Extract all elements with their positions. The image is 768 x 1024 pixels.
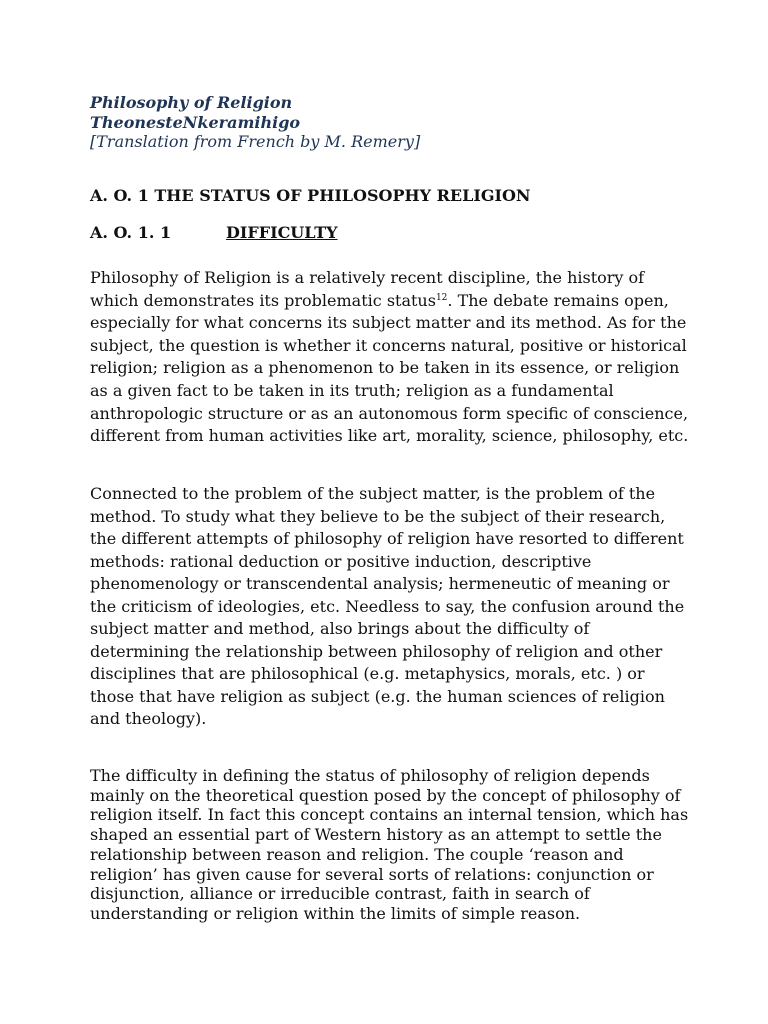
- footnote-marker[interactable]: 12: [435, 292, 448, 303]
- translation-note: [Translation from French by M. Remery]: [90, 132, 421, 151]
- paragraph-1-text-start: Philosophy of Religion is a relatively recent discipline, the history of which demonstrates its problematic status: [90, 268, 645, 310]
- body-paragraph-1: [90, 267, 690, 448]
- paragraph-1-text-end: . The debate remains open, especially for what concerns its subject matter and its method. As for the subject, the question is whether it concerns natural, positive or historical religion; religion as a phenomenon to be taken in its essence, or religion as a given fact to be taken in its truth; religion as a fundamental anthropologic structure or as an autonomous form specific of conscience, different from human activities like art, morality, science, philosophy, etc.: [90, 290, 689, 446]
- body-paragraph-2: Connected to the problem of the subject matter, is the problem of the method. To study what they believe to be the subject of their research, the different attempts of philosophy of religion have resorted to different methods: rational deduction or positive induction, descriptive phenomenology or transcendental analysis; hermeneutic of meaning or the criticism of ideologies, etc. Needless to say, the confusion around the subject matter and method, also brings about the difficulty of determining the relationship between philosophy of religion and other disciplines that are philosophical (e.g. metaphysics, morals, etc. ) or those that have religion as subject (e.g. the human sciences of religion and theology).: [90, 484, 685, 728]
- section-heading: A. O. 1 THE STATUS OF PHILOSOPHY RELIGION: [90, 186, 531, 205]
- document-author: TheonesteNkeramihigo: [90, 112, 301, 132]
- body-paragraph-3: The difficulty in defining the status of philosophy of religion depends mainly on the theoretical question posed by the concept of philosophy of religion itself. In fact this concept contains an internal tension, which has shaped an essential part of Western history as an attempt to settle the relationship between reason and religion. The couple ‘reason and religion’ has given cause for several sorts of relations: conjunction or disjunction, alliance or irreducible contrast, faith in search of understanding or religion within the limits of simple reason.: [90, 766, 689, 923]
- subsection-title: DIFFICULTY: [226, 223, 338, 242]
- subsection-number: A. O. 1. 1: [90, 223, 172, 242]
- document-header: [90, 93, 690, 152]
- subsection-heading: [90, 223, 338, 243]
- document-title: Philosophy of Religion: [90, 93, 293, 112]
